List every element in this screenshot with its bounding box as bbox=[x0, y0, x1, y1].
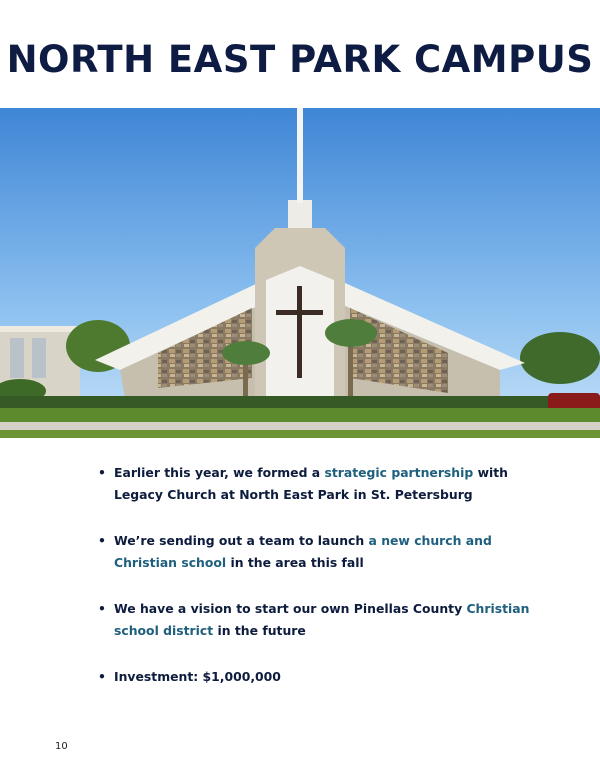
page-number: 10 bbox=[55, 741, 68, 752]
bullet-item: • Investment: $1,000,000 bbox=[98, 666, 538, 688]
bullet-item: • Earlier this year, we formed a strategic partnership with Legacy Church at North East Park in St. Petersburg bbox=[98, 462, 538, 506]
bullet-dot-icon: • bbox=[98, 533, 106, 548]
highlight-text: Christian school district bbox=[114, 601, 530, 638]
bullet-list bbox=[98, 462, 538, 712]
bullet-item: • We have a vision to start our own Pinellas County Christian school district in the future bbox=[98, 598, 538, 642]
bullet-item: • We’re sending out a team to launch a new church and Christian school in the area this fall bbox=[98, 530, 538, 574]
church-photo bbox=[0, 108, 600, 438]
bullet-dot-icon: • bbox=[98, 465, 106, 480]
highlight-text: a new church and Christian school bbox=[114, 533, 492, 570]
bullet-dot-icon: • bbox=[98, 601, 106, 616]
page-title: NORTH EAST PARK CAMPUS bbox=[6, 38, 594, 81]
highlight-text: strategic partnership bbox=[324, 465, 474, 480]
bullet-dot-icon: • bbox=[98, 669, 106, 684]
